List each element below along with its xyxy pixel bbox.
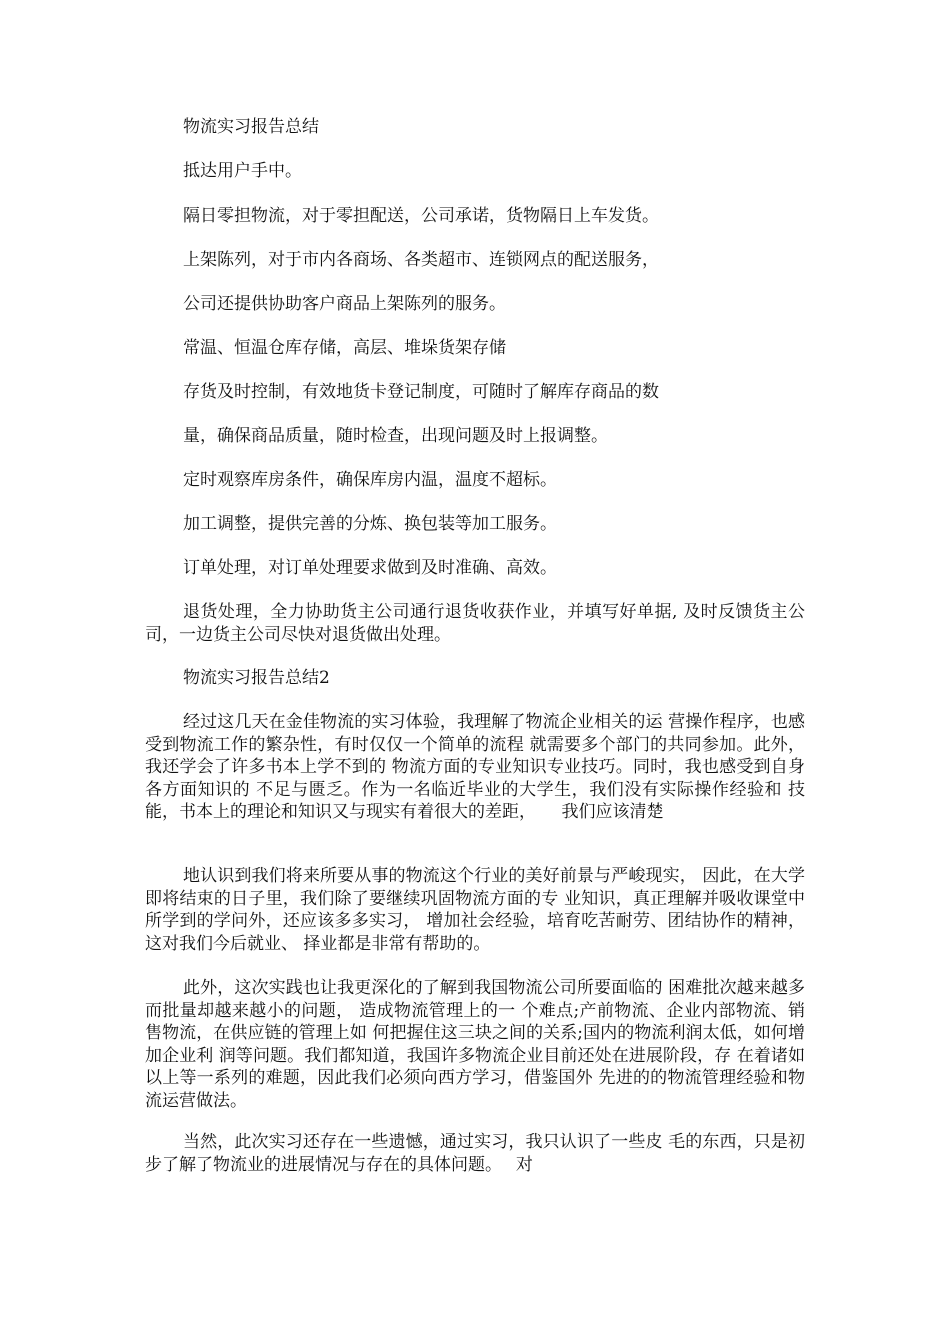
- body-paragraph-4: 当然，此次实习还存在一些遗憾，通过实习，我只认识了一些皮 毛的东西，只是初步了解了物流业的进展情况与存在的具体问题。 对: [145, 1132, 805, 1175]
- text-line-2: 隔日零担物流，对于零担配送，公司承诺，货物隔日上车发货。: [183, 206, 659, 226]
- body-paragraph-3: 此外，这次实践也让我更深化的了解到我国物流公司所要面临的 困难批次越来越多而批量却越来越小的问题， 造成物流管理上的一 个难点;产前物流、企业内部物流、销售物流，在供应链的管理上如 何把握住这三块之间的关系;国内的物流利润太低，如何增加企业利 润等问题。我们都知道，我国许多物流企业目前还处在进展阶段，存 在着诸如以上等一系列的难题，因此我们必须向西方学习，借鉴国外 先进的的物流管理经验和物流运营做法。: [145, 978, 805, 1111]
- text-line-6: 存货及时控制，有效地货卡登记制度，可随时了解库存商品的数: [183, 382, 659, 402]
- text-line-5: 常温、恒温仓库存储，高层、堆垛货架存储: [183, 338, 506, 358]
- return-paragraph: 退货处理，全力协助货主公司通行退货收获作业，并填写好单据, 及时反馈货主公司，一边货主公司尽快对退货做出处理。: [145, 602, 805, 645]
- text-line-7: 量，确保商品质量，随时检查，出现问题及时上报调整。: [183, 426, 608, 446]
- body-paragraph-1: 经过这几天在金佳物流的实习体验，我理解了物流企业相关的运 营操作程序，也感受到物流工作的繁杂性，有时仅仅一个简单的流程 就需要多个部门的共同参加。此外，我还学会了许多书本上学不到的 物流方面的专业知识专业技巧。同时，我也感受到自身各方面知识的 不足与匮乏。作为一名临近毕业的大学生，我们没有实际操作经验和 技能，书本上的理论和知识又与现实有着很大的差距， 我们应该清楚: [145, 712, 805, 822]
- text-line-10: 订单处理，对订单处理要求做到及时准确、高效。: [183, 558, 557, 578]
- text-line-9: 加工调整，提供完善的分炼、换包装等加工服务。: [183, 514, 557, 534]
- text-line-1: 抵达用户手中。: [183, 161, 302, 181]
- report-title-2: 物流实习报告总结2: [183, 668, 330, 688]
- report-title: 物流实习报告总结: [183, 117, 319, 137]
- text-line-4: 公司还提供协助客户商品上架陈列的服务。: [183, 294, 506, 314]
- text-line-3: 上架陈列，对于市内各商场、各类超市、连锁网点的配送服务，: [183, 250, 659, 270]
- text-line-8: 定时观察库房条件，确保库房内温，温度不超标。: [183, 470, 557, 490]
- body-paragraph-2: 地认识到我们将来所要从事的物流这个行业的美好前景与严峻现实， 因此，在大学即将结束的日子里，我们除了要继续巩固物流方面的专 业知识，真正理解并吸收课堂中所学到的学问外，还应该多多实习， 增加社会经验，培育吃苦耐劳、团结协作的精神，这对我们今后就业、 择业都是非常有帮助的。: [145, 866, 805, 954]
